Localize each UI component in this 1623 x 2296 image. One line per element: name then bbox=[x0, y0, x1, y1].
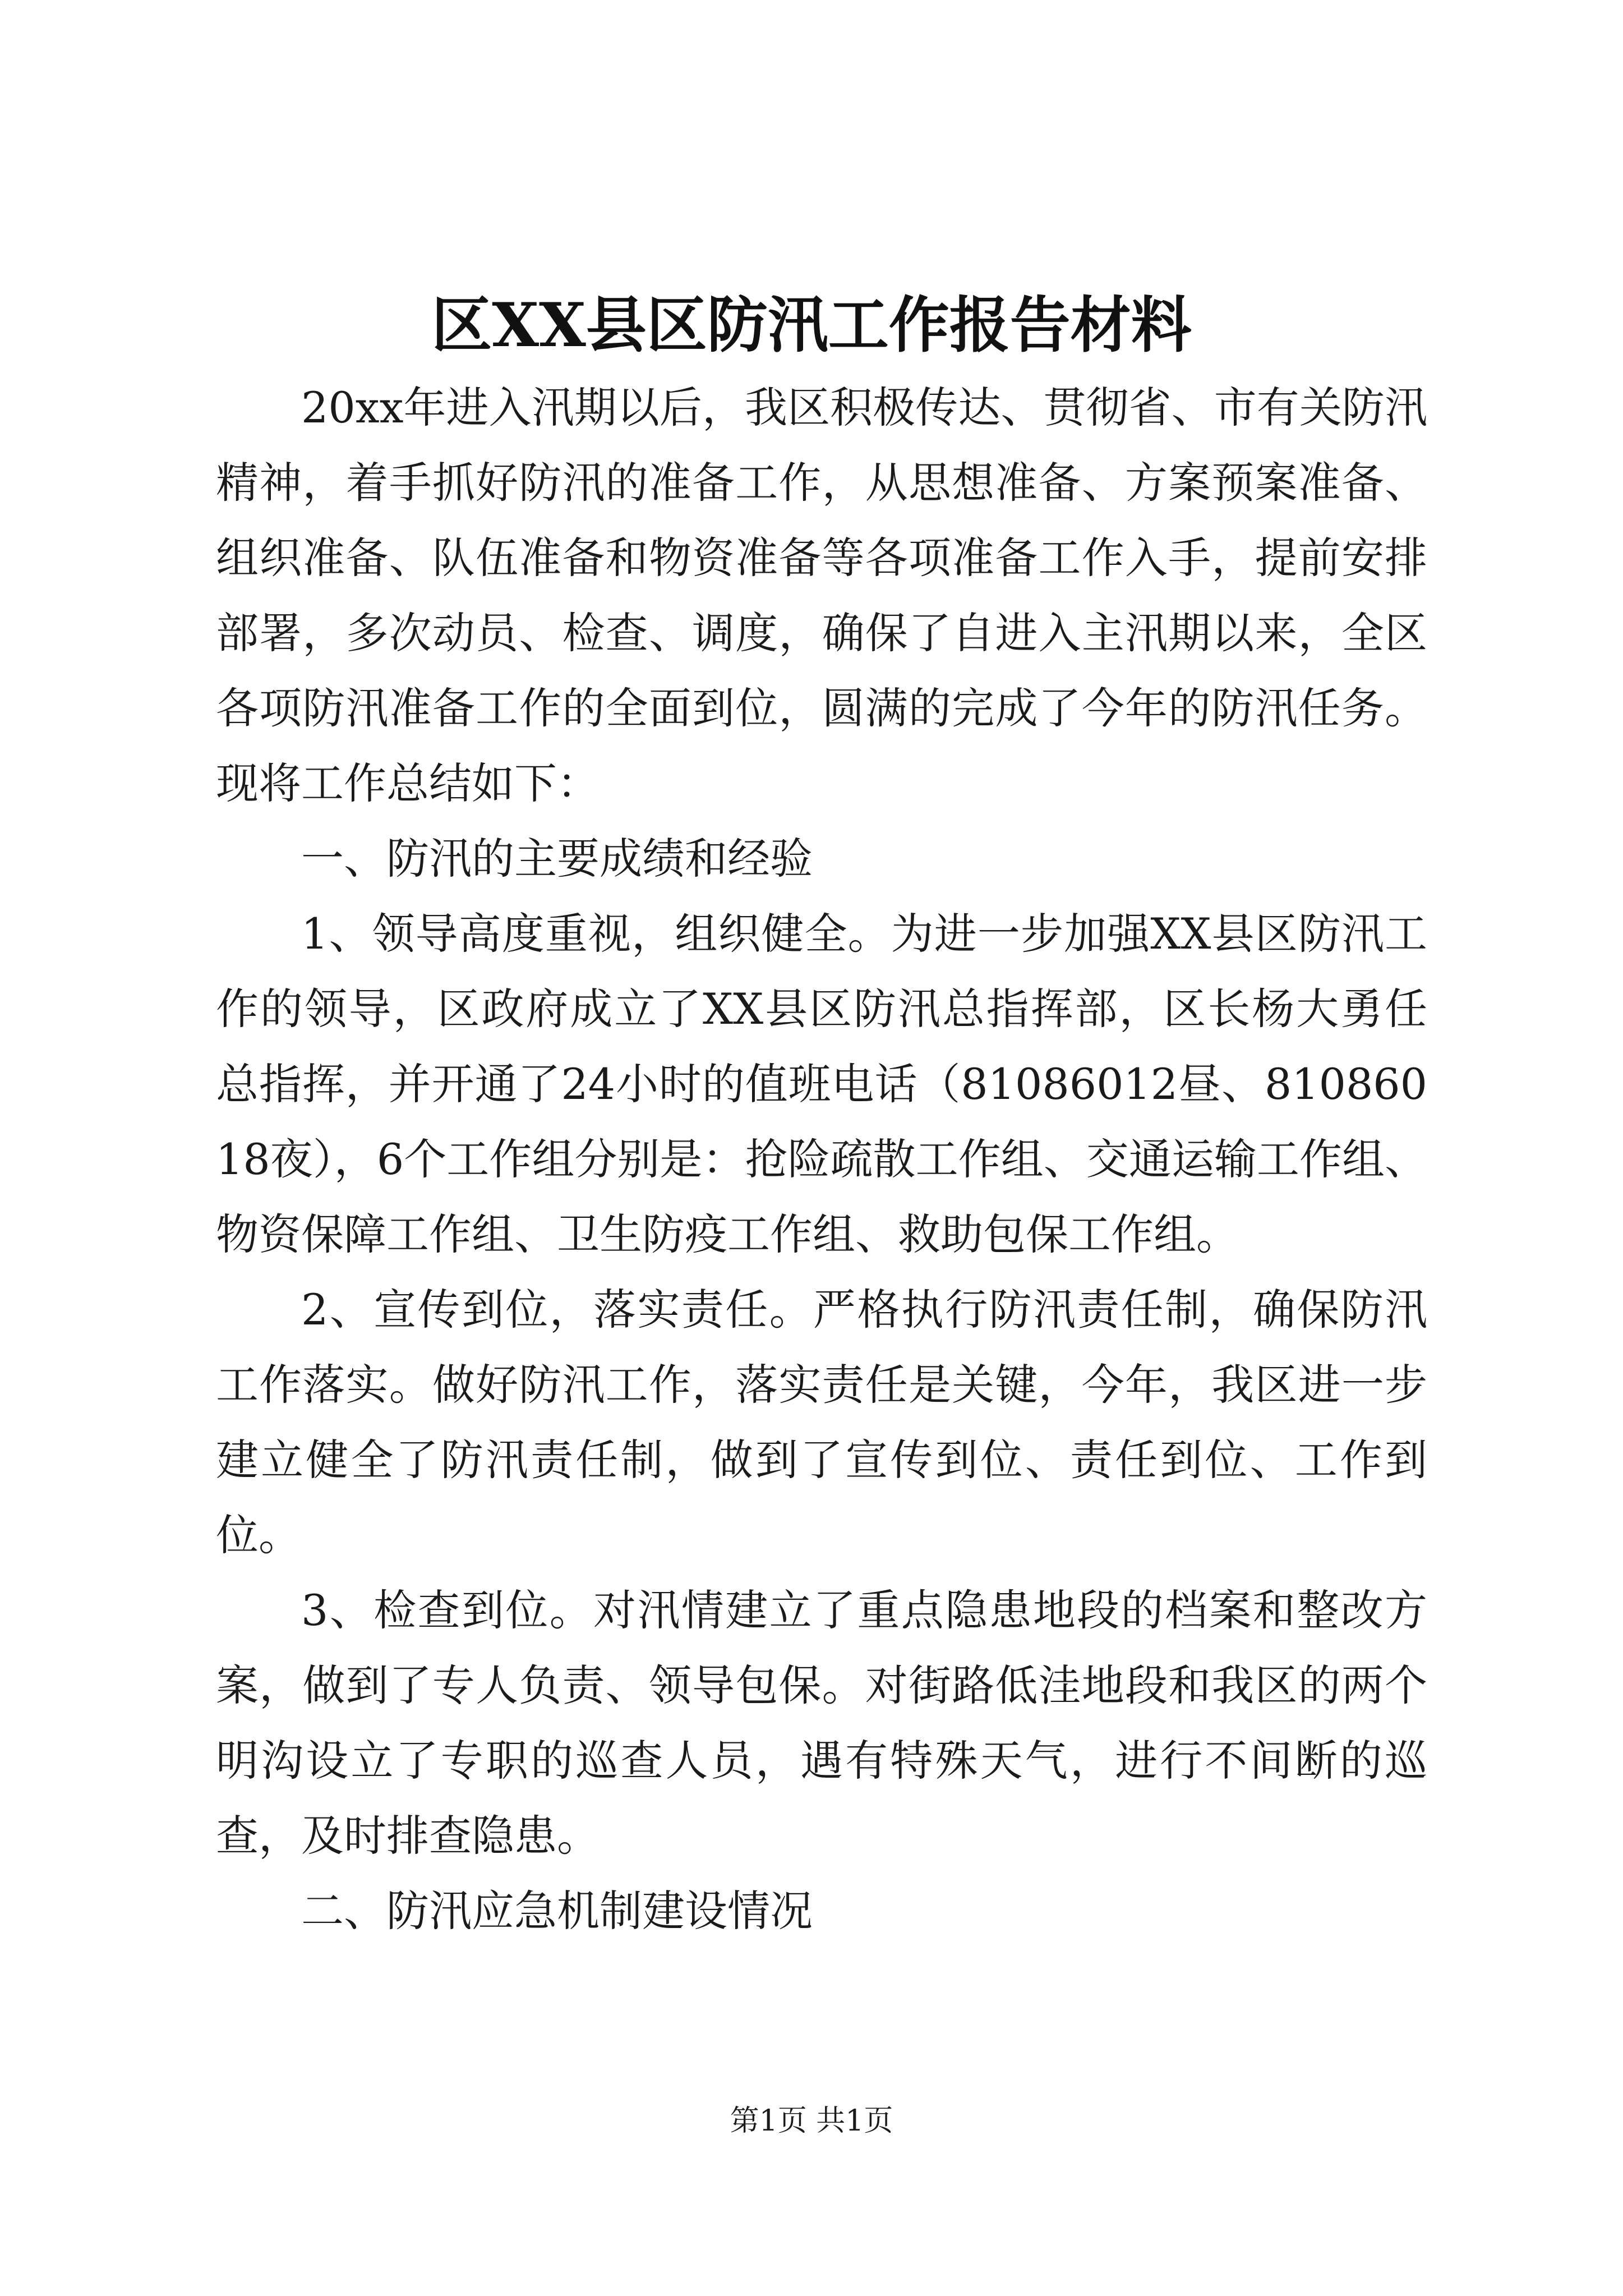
page-footer: 第1页 共1页 bbox=[730, 2104, 893, 2138]
paragraph-publicity: 2、宣传到位，落实责任。严格执行防汛责任制，确保防汛工作落实。做好防汛工作，落实责任是关键，今年，我区进一步建立健全了防汛责任制，做到了宣传到位、责任到位、工作到位。 bbox=[216, 1285, 1427, 1560]
section-heading-emergency: 二、防汛应急机制建设情况 bbox=[301, 1886, 813, 1936]
document-body bbox=[216, 370, 1427, 1949]
document-title: 区XX县区防汛工作报告材料 bbox=[431, 290, 1192, 361]
intro-paragraph: 20xx年进入汛期以后，我区积极传达、贯彻省、市有关防汛精神，着手抓好防汛的准备工作，从思想准备、方案预案准备、组织准备、队伍准备和物资准备等各项准备工作入手，提前安排部署，多次动员、检查、调度，确保了自进入主汛期以来，全区各项防汛准备工作的全面到位，圆满的完成了今年的防汛任务。现将工作总结如下： bbox=[216, 383, 1427, 808]
paragraph-inspection: 3、检查到位。对汛情建立了重点隐患地段的档案和整改方案，做到了专人负责、领导包保。对街路低洼地段和我区的两个明沟设立了专职的巡查人员，遇有特殊天气，进行不间断的巡查，及时排查隐患。 bbox=[216, 1585, 1427, 1861]
paragraph-leadership: 1、领导高度重视，组织健全。为进一步加强XX县区防汛工作的领导，区政府成立了XX县区防汛总指挥部，区长杨大勇任总指挥，并开通了24小时的值班电话（81086012昼、81086018夜），6个工作组分别是：抢险疏散工作组、交通运输工作组、物资保障工作组、卫生防疫工作组、救助包保工作组。 bbox=[216, 909, 1427, 1259]
section-heading-achievements: 一、防汛的主要成绩和经验 bbox=[301, 834, 813, 884]
